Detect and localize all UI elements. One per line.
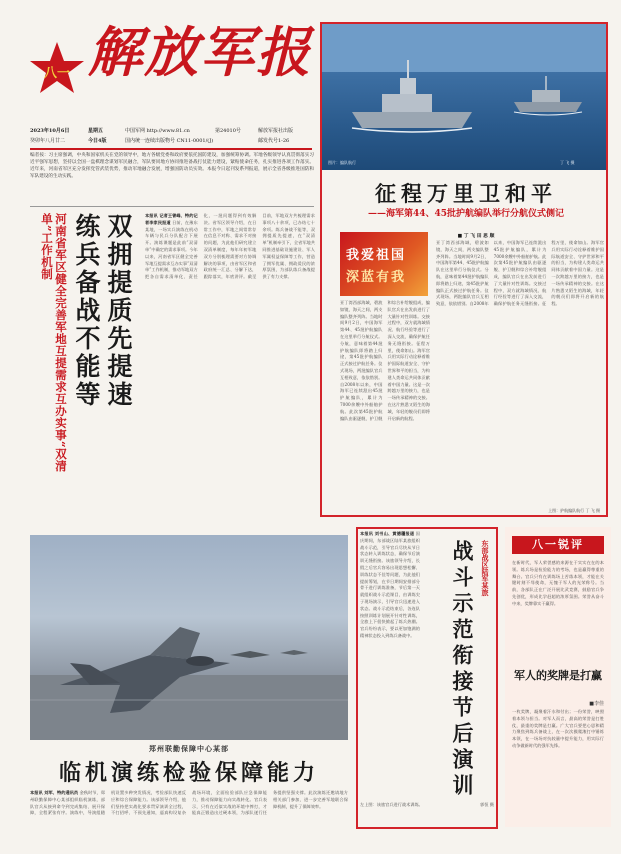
headline-part-1: 练兵备战不能等: [72, 213, 101, 409]
bottom-left-headline: 临机演练检验保障能力: [58, 760, 319, 786]
patriotic-badge: [340, 232, 428, 296]
bottom-box-headline: 战斗示范衔接节后演训: [450, 540, 475, 800]
ships-illustration: [322, 24, 606, 170]
postal-code: 邮发代号1-26: [258, 138, 290, 144]
issue-date: 2023年10月6日: [30, 128, 70, 134]
weekday: 星期五: [88, 128, 104, 134]
feature-editor-line: 上图：护航编队航行: [548, 508, 585, 513]
ships-photo-caption: 图片：编队航行: [328, 160, 356, 165]
left-story-headline: [72, 213, 140, 479]
feature-text-continued: 亚丁湾西部海域，碧波如镜，海天之间，两支编队整齐列阵。当地时间9月2日，中国海军第44、45批护航编队在这里举行分航仪式。分航，意味着第44批护航编队即将踏上归途，第45批护航编队正式接过护航任务。仪式现场，两批编队官兵互相致意，依依惜别。自2008年以来，中国海军已连续派出45批护航编队，累计为7000余艘中外船舶护航。此次第45批护航编队由驱逐舰、护卫舰和综合补给舰组成，编队官兵在出发前进行了大量针对性训练。交接过程中，双方就海域情况、航行经验等进行了深入交流，确保护航任务无缝衔接。征程万里，使命如山。海军官兵用实际行动诠释着维护国际航道安全、守护世界和平的担当，为构建人类命运共同体贡献着中国力量。这是一次跨越万里的接力，也是一场传承精神的交接。在这片熟悉又陌生的海域，年轻的舰员们即将开启新的航程。: [340, 300, 430, 421]
bottom-left-text: 金秋时节，郑州联勤保障中心某部组织临机演练，部队官兵从接到命令到完成集结、展开保障，全程紧张有序。演练中，导演组随机设置多种突发情况，考验部队快速反应和综合保障能力。该部领导介绍，他们坚持把实战化要求贯穿演训全过程，不打招呼、不预先通知，逼真构设复杂战场环境，全面检验部队应急保障能力，推动保障能力向实战转化。官兵表示，只有在近似实战的环境中摔打，才能真正锻造出过硬本领，为部队遂行任务提供坚强支撑。此次演练还邀请地方相关部门参加，进一步完善军地联合保障机制，提升了保障效率。: [30, 790, 348, 816]
publisher: 解放军报社出版: [258, 128, 294, 134]
bottom-box-caption: [360, 802, 494, 822]
sidebar-headline: 军人的奖牌是打赢: [514, 669, 602, 682]
editor-note-text: 编者按：习主席强调，中央和国家机关在党的领导中，地方各级党委和政府要依托国防建设，加强统筹协调。军地各级领导认真贯彻落实习近平强军思想，坚持以全国一盘棋理念谋划军民融合，军队要同地方协同推进备战打仗能力建设，紧贴使命任务，扎实推进各项工作落实。近年来，河南省军区充分发挥党管武装优势，推动军地融合发展，增强国防动员实效。本报今日起刊发系列报道，展示全省各级推进国防和军队建设的生动实践。: [30, 153, 314, 179]
sidebar-body: [512, 560, 604, 664]
left-story-text: 日前，在豫东某地，一场实兵演练在机动车辆与民兵分队配合下展开。演练课题是此前“双清单”中确定的需求事项。今年以来，河南省军区健全完善军地互提需求互办实事“双清单”工作机制，推动军地双方把各自需求清单化、责任化，一批问题得到有效解决。省军区领导介绍，在日常工作中，军地之间常常存在信息不对称、需求不对接的问题，为此他们研究建立双清单制度，每年年初军地双方分别梳理需要对方协调解决的事项，由省军区和省政府统一汇总、分解下达，跟踪落实，年底讲评。截至目前，军地双方共梳理需求事项八十余项，已办结七十余项。练兵备战不能等，双拥提质先提速，在“双清单”机制牵引下，全省军地共同推进基础设施建设、军人军属权益保障等工作，营造了拥军优属、拥政爱民的浓厚氛围，为部队练兵备战提供了有力支撑。: [145, 213, 315, 280]
editor-note: [30, 152, 314, 204]
emblem-text: 八一: [43, 66, 71, 81]
ships-photo: [322, 24, 606, 170]
ships-photo-credit: 丁 飞 摄: [560, 160, 575, 165]
bottom-left-body: [30, 790, 348, 842]
badge-line-2: 深蓝有我: [346, 270, 407, 285]
sidebar-author: ■李佳: [589, 701, 604, 707]
feature-byline: ■ 丁 飞 田 思 顺: [457, 233, 495, 239]
masthead-rule: [30, 148, 312, 150]
note-divider: [30, 206, 314, 207]
feature-photo-credit: [540, 508, 600, 514]
feature-body-left: [340, 300, 430, 505]
left-story-body: [145, 213, 315, 475]
feature-subheadline: ——海军第44、45批护航编队举行分航仪式侧记: [367, 209, 565, 219]
website: 中国军网 http://www.81.cn: [125, 128, 190, 134]
badge-line-1: 我爱祖国: [346, 248, 407, 263]
bottom-box-credit: 郭恒 摄: [480, 802, 494, 807]
bottom-box-body: [360, 531, 420, 799]
left-story-byline: 本报讯 记者王曾峰、特约记者李家民报道: [145, 213, 198, 225]
column-banner: [512, 536, 604, 554]
bottom-box-byline: 本报讯 刘书山、黄德疆报道: [360, 531, 415, 536]
issue-number: 第24010号: [215, 128, 241, 134]
feature-headline: 征程万里卫和平: [375, 181, 557, 206]
newspaper-title: 解放军报: [88, 20, 312, 84]
army-star-emblem: [28, 40, 86, 98]
headline-part-2: 双拥提质先提速: [104, 213, 133, 409]
feature-photo-caption: [440, 233, 600, 234]
bottom-box-unit: 东部战区陆军某旅: [481, 540, 490, 596]
bottom-box-text: 国庆期间，东部战区陆军某旅组织战斗示范，引导官兵尽快从节日状态转入训练状态，确保节后演训无缝衔接。该旅领导介绍，长假之后官兵容易出现思想松懈、训练状态不佳等问题，为此他们提前筹划，在节日期间安排部分骨干进行训练准备，节后第一天就组织战斗示范课目，由训练尖子现场演示，引导官兵迅速进入状态。战斗示范结束后，各连队按照训练计划展开针对性训练，全旅上下很快掀起了练兵热潮。官兵纷纷表示，要以更加饱满的精神状态投入到练兵备战中。: [360, 531, 420, 638]
bottom-left-byline: 本报讯 刘军、特约通讯员: [30, 790, 79, 795]
jet-illustration: [30, 535, 348, 740]
feature-credit: 丁 飞 摄: [585, 508, 600, 513]
column-name: 八一锐评: [532, 538, 584, 551]
sidebar-body-2: [512, 709, 604, 821]
lunar-date: 癸卯年八月廿二: [30, 138, 66, 144]
feature-text: 亚丁湾西部海域，碧波如镜，海天之间，两支编队整齐列阵。当地时间9月2日，中国海军第44、45批护航编队在这里举行分航仪式。分航，意味着第44批护航编队即将踏上归途，第45批护航编队正式接过护航任务。仪式现场，两批编队官兵互相致意，依依惜别。自2008年以来，中国海军已连续派出45批护航编队，累计为7000余艘中外船舶护航。此次第45批护航编队由驱逐舰、护卫舰和综合补给舰组成，编队官兵在出发前进行了大量针对性训练。交接过程中，双方就海域情况、航行经验等进行了深入交流，确保护航任务无缝衔接。征程万里，使命如山。海军官兵用实际行动诠释着维护国际航道安全、守护世界和平的担当，为构建人类命运共同体贡献着中国力量。这是一次跨越万里的接力，也是一场传承精神的交接。在这片熟悉又陌生的海域，年轻的舰员们即将开启新的航程。: [436, 240, 604, 307]
feature-body: [436, 240, 604, 510]
sidebar-text-2: 一枚奖牌，凝聚着汗水和付出；一份荣誉，映照着本领与担当。对军人而言，最高的荣誉是打胜仗，最重的奖牌是打赢。广大官兵要把心思和精力聚焦到练兵备战上，在一次次摸爬滚打中锤炼本领，在一场场对抗较量中提升能力，用实际行动争做新时代的强军先锋。: [512, 709, 604, 748]
page-count: 今日4版: [88, 138, 107, 144]
bottom-box-caption-text: 左上图：该旅官兵进行战术训练。: [360, 802, 423, 807]
left-story-kicker: 河南省军区健全完善军地互提需求互办实事“双清单”工作机制: [40, 213, 68, 473]
jet-photo: [30, 535, 348, 740]
sidebar-text: 在新时代，军人荣誉感的来源在于实实在在的本领。练兵场是检验能力的考场，也是赢得尊重的舞台。官兵只有在训练场上苦练本领，才能在关键时刻不辱使命，无愧于军人的光荣称号。当前，各部队正在广泛开展比武竞赛，鼓励官兵争先创优，形成比学赶超的浓厚氛围。荣誉从奋斗中来，奖牌靠实干赢得。: [512, 560, 604, 606]
bottom-left-unit: 郑州联勤保障中心某部: [149, 744, 229, 753]
cn-code: 国内统一连续出版物号 CN11-0001/(J): [125, 138, 214, 144]
